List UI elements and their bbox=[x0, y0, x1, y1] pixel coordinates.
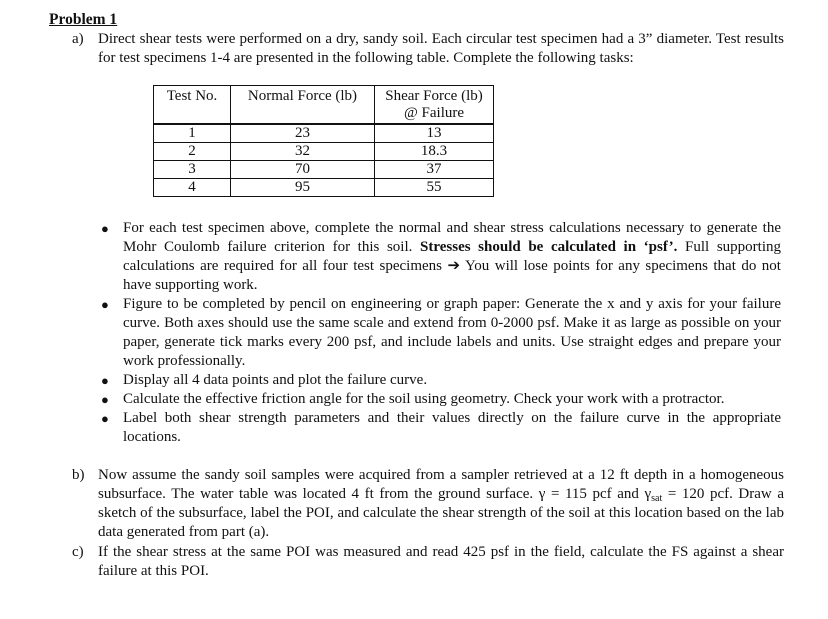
header-shear-force-line1: Shear Force (lb) bbox=[385, 88, 483, 104]
bullet-1-text-2: Full supporting calculations are required for all four test specimens bbox=[123, 239, 781, 274]
bullet-3-text: Display all 4 data points and plot the failure curve. bbox=[123, 372, 428, 388]
cell-shear-force: 37 bbox=[375, 161, 494, 179]
list-item bbox=[98, 219, 781, 295]
test-results-table bbox=[153, 85, 494, 197]
list-item bbox=[98, 371, 781, 390]
bullet-1-text: For each test specimen above, complete the normal and shear stress calculations necessary to generate the Mohr Coulomb failure criterion for this soil. bbox=[123, 220, 781, 255]
part-c-label: c) bbox=[72, 544, 84, 560]
header-shear-force-line2: @ Failure bbox=[403, 105, 465, 121]
table-row bbox=[154, 179, 494, 197]
bullet-1-bold-text: Stresses should be calculated in ‘psf’. bbox=[420, 239, 678, 255]
table-row bbox=[154, 161, 494, 179]
cell-normal-force: 70 bbox=[231, 161, 375, 179]
part-c bbox=[72, 543, 784, 581]
part-b bbox=[72, 466, 784, 542]
cell-shear-force: 18.3 bbox=[375, 143, 494, 161]
part-b-text bbox=[98, 466, 784, 542]
table-header-row bbox=[154, 86, 494, 125]
cell-normal-force: 23 bbox=[231, 124, 375, 143]
header-shear-force bbox=[375, 86, 494, 125]
bullet-icon: ● bbox=[101, 297, 109, 312]
part-b-label: b) bbox=[72, 467, 85, 483]
problem-title: Problem 1 bbox=[49, 11, 118, 28]
bullet-5-text: Label both shear strength parameters and their values directly on the failure curve in the appropriate locations. bbox=[123, 410, 781, 445]
cell-shear-force: 55 bbox=[375, 179, 494, 197]
table-row bbox=[154, 124, 494, 143]
part-a-text: Direct shear tests were performed on a dry, sandy soil. Each circular test specimen had a 3” diameter. Test results for test specimens 1-4 are presented in the following table. Complete the following tasks: bbox=[98, 31, 784, 66]
right-arrow-icon: ➔ bbox=[447, 258, 461, 274]
list-item bbox=[98, 390, 781, 409]
header-normal-force: Normal Force (lb) bbox=[231, 86, 375, 125]
table-row bbox=[154, 143, 494, 161]
bullet-icon: ● bbox=[101, 392, 109, 407]
bullet-icon: ● bbox=[101, 373, 109, 388]
list-item bbox=[98, 409, 781, 447]
cell-test-no: 3 bbox=[154, 161, 231, 179]
task-list bbox=[98, 219, 781, 447]
cell-test-no: 1 bbox=[154, 124, 231, 143]
cell-test-no: 4 bbox=[154, 179, 231, 197]
bullet-icon: ● bbox=[101, 411, 109, 426]
header-test-no: Test No. bbox=[154, 86, 231, 125]
cell-normal-force: 32 bbox=[231, 143, 375, 161]
cell-test-no: 2 bbox=[154, 143, 231, 161]
part-b-text-2: = 120 pcf. Draw a sketch of the subsurface, label the POI, and calculate the shear strength of the soil at this location based on the lab data generated from part (a). bbox=[98, 486, 784, 540]
bullet-icon: ● bbox=[101, 221, 109, 236]
part-b-text-1: Now assume the sandy soil samples were acquired from a sampler retrieved at a 12 ft depth in a homogeneous subsurface. The water table was located 4 ft from the ground surface. γ = 115 pcf and γ bbox=[98, 467, 784, 502]
list-item bbox=[98, 295, 781, 371]
part-a bbox=[72, 30, 784, 68]
bullet-1-text-3: You will lose points for any specimens that do not have supporting work. bbox=[123, 258, 781, 293]
part-c-text: If the shear stress at the same POI was measured and read 425 psf in the field, calculate the FS against a shear failure at this POI. bbox=[98, 544, 784, 579]
bullet-2-text: Figure to be completed by pencil on engineering or graph paper: Generate the x and y axis for your failure curve. Both axes should use the same scale and extend from 0-2000 psf. Make it as large as possible on your paper, generate tick marks every 200 psf, and include labels and units. Use straight edges and prepare your work professionally. bbox=[123, 296, 781, 369]
cell-normal-force: 95 bbox=[231, 179, 375, 197]
gamma-sat-subscript: sat bbox=[651, 493, 663, 504]
bullet-4-text: Calculate the effective friction angle for the soil using geometry. Check your work with a protractor. bbox=[123, 391, 725, 407]
cell-shear-force: 13 bbox=[375, 124, 494, 143]
part-a-label: a) bbox=[72, 31, 84, 47]
